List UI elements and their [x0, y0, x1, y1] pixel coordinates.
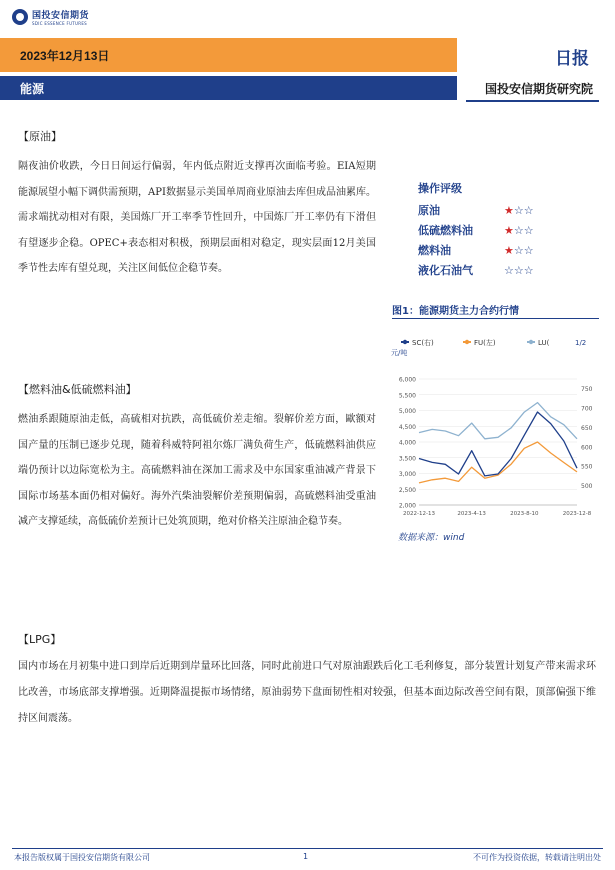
- footer-divider: [12, 848, 603, 849]
- left-axis-tick: 4,500: [398, 423, 416, 431]
- left-axis-tick: 5,000: [398, 408, 416, 415]
- energy-futures-chart: [385, 335, 607, 525]
- legend-page-indicator[interactable]: 1/2: [575, 339, 587, 347]
- series-line-sc: [419, 412, 577, 476]
- right-axis-tick: 700: [581, 405, 593, 413]
- logo-english-name: SDIC ESSENCE FUTURES: [32, 21, 88, 26]
- report-date: 2023年12月13日: [20, 49, 110, 63]
- lpg-section-title: 【LPG】: [18, 633, 62, 646]
- lpg-section-text: 国内市场在月初集中进口到岸后近期到岸量环比回落，同时此前进口气对原油跟跌后化工毛利修复，部分装置计划复产带来需求环比改善，市场底部支撑增强。近期降温提振市场情绪，原油弱势下盘面韧性相对较强，但基本面边际改善空间有限，顶部偏强下维持区间震荡。: [18, 661, 596, 724]
- left-axis-tick: 4,000: [398, 439, 416, 447]
- footer-copyright: 本报告版权属于国投安信期货有限公司: [14, 853, 150, 862]
- star-filled-icon: ★: [504, 243, 514, 257]
- left-axis-tick: 2,000: [398, 502, 416, 510]
- rating-stars: [504, 224, 534, 237]
- legend-marker-icon: [529, 340, 533, 344]
- star-empty-icon: ☆☆: [513, 203, 534, 217]
- fuel-section-text: 燃油系跟随原油走低，高硫相对抗跌，高低硫价差走缩。裂解价差方面，歐额对国产量的压制已逐步兑现，随着科威特阿祖尔炼厂满负荷生产，低硫燃料油供应端仍预计以边际宽松为主。高硫燃料油在深加工需求及中东国家重油减产背景下国际市场基本面仍相对偏好。海外汽柴油裂解价差预期偏弱，高硫燃料油受重油减产支撑延续，高低硫价差预计已处筑顶期，绝对价格关注原油企稳节奏。: [18, 414, 376, 527]
- crude-section-title: 【原油】: [18, 130, 62, 143]
- star-filled-icon: ★: [504, 203, 514, 217]
- date-bar: [0, 38, 457, 72]
- logo-name: 国投安信期货: [32, 11, 90, 21]
- right-axis-tick: 600: [581, 444, 593, 452]
- sector-name: 能源: [20, 82, 45, 96]
- operation-ratings: [418, 180, 568, 280]
- header-divider: [466, 100, 599, 102]
- rating-row: [418, 220, 568, 240]
- legend-marker-icon: [403, 340, 407, 344]
- ratings-title: 操作评级: [418, 182, 462, 195]
- sector-bar: [0, 76, 457, 100]
- star-empty-icon: ☆☆☆: [504, 263, 534, 277]
- star-empty-icon: ☆☆: [513, 223, 534, 237]
- left-axis-tick: 6,000: [398, 376, 416, 384]
- series-line-lu: [419, 403, 577, 439]
- rating-stars: [504, 244, 534, 257]
- crude-section-text: 隔夜油价收跌，今日日间运行偏弱，年内低点附近支撑再次面临考验。EIA短期能源展望小幅下调供需预期，API数据显示美国单周商业原油去库但成品油累库。需求端扰动相对有限，美国炼厂开工率季节性回升，中国炼厂开工率仍有下滑但有望逐步企稳。OPEC+表态相对积极，预期层面相对稳定，现实层面12月美国季节性去库有望兑现，关注区间低位企稳节奏。: [18, 161, 376, 274]
- star-filled-icon: ★: [504, 223, 514, 237]
- x-axis-tick: 2023-4-13: [457, 511, 486, 517]
- x-axis-tick: 2023-8-10: [510, 511, 539, 517]
- fuel-section-title: 【燃料油&低硫燃料油】: [18, 383, 137, 396]
- rating-row: [418, 240, 568, 260]
- rating-name: 燃料油: [418, 244, 451, 257]
- right-axis-tick: 550: [581, 463, 593, 471]
- legend-label: LU(: [538, 339, 550, 347]
- page-number: 1: [303, 852, 309, 861]
- star-empty-icon: ☆☆: [513, 243, 534, 257]
- x-axis-tick: 2022-12-13: [403, 511, 435, 517]
- institute-name: 国投安信期货研究院: [484, 82, 593, 96]
- company-logo: [12, 8, 89, 26]
- series-line-fu: [419, 442, 577, 483]
- rating-name: 低硫燃料油: [418, 224, 473, 237]
- figure-source: 数据来源：wind: [398, 533, 465, 543]
- left-axis-tick: 5,500: [398, 392, 416, 400]
- right-axis-tick: 750: [581, 386, 593, 394]
- legend-label: FU(左): [474, 339, 496, 347]
- rating-name: 原油: [418, 204, 440, 217]
- rating-row: [418, 260, 568, 280]
- figure-divider: [392, 318, 599, 319]
- left-axis-tick: 3,000: [398, 471, 416, 478]
- chart-legend: [401, 338, 550, 347]
- right-axis-tick: 650: [581, 424, 593, 432]
- rating-stars: [504, 204, 534, 217]
- rating-stars: [504, 264, 534, 277]
- left-axis-tick: 2,500: [398, 486, 416, 494]
- rating-name: 液化石油气: [418, 264, 473, 277]
- logo-emblem-icon: [12, 9, 28, 25]
- figure-title: 图1：能源期货主力合约行情: [392, 306, 519, 317]
- right-axis-tick: 500: [581, 483, 593, 491]
- legend-marker-icon: [465, 340, 469, 344]
- legend-label: SC(右): [412, 339, 434, 347]
- report-type: 日报: [555, 49, 589, 69]
- left-axis-unit: 元/吨: [391, 349, 408, 357]
- footer-disclaimer: 不可作为投资依据，转载请注明出处: [473, 853, 601, 862]
- left-axis-tick: 3,500: [398, 455, 416, 463]
- rating-row: [418, 200, 568, 220]
- x-axis-tick: 2023-12-8: [562, 511, 592, 517]
